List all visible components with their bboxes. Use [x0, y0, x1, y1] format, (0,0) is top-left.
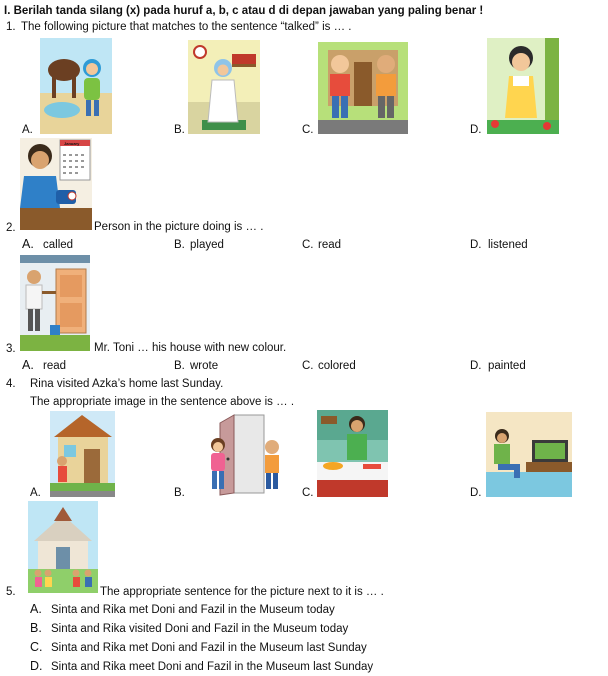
q3-option-c-text: colored: [318, 360, 356, 372]
q1-option-a[interactable]: A.: [22, 124, 33, 136]
q2-calendar-label: January: [64, 141, 80, 146]
q1-question: The following picture that matches to the sentence “talked” is … .: [21, 21, 352, 33]
q2-option-d-text: listened: [488, 239, 528, 251]
q5-option-b-text: Sinta and Rika visited Doni and Fazil in the Museum today: [51, 623, 349, 635]
q2-option-d-letter[interactable]: D.: [470, 239, 482, 251]
q4-option-c[interactable]: C.: [302, 487, 314, 499]
q3-option-d-letter[interactable]: D.: [470, 360, 482, 372]
q3-option-b-letter[interactable]: B.: [174, 360, 185, 372]
q5-option-a-letter[interactable]: A.: [30, 602, 42, 616]
q2-option-a-text: called: [43, 239, 74, 251]
q2-image: [20, 138, 92, 230]
q2-option-b-letter[interactable]: B.: [174, 239, 185, 251]
q3-number: 3.: [6, 343, 16, 355]
q2-number: 2.: [6, 222, 16, 234]
q5-option-d-text: Sinta and Rika meet Doni and Fazil in the Museum last Sunday: [51, 661, 374, 673]
q4-image-d: [486, 412, 572, 497]
q4-line-1: Rina visited Azka’s home last Sunday.: [30, 378, 224, 390]
q4-option-b[interactable]: B.: [174, 487, 185, 499]
q2-option-a-letter[interactable]: A.: [22, 237, 34, 251]
q1-image-d: [487, 38, 559, 134]
q4-option-a[interactable]: A.: [30, 487, 41, 499]
q1-option-b[interactable]: B.: [174, 124, 185, 136]
q4-image-c: [317, 410, 388, 497]
q1-image-c: [318, 42, 408, 134]
q3-image: [20, 255, 90, 351]
q5-image: [28, 501, 98, 593]
q3-option-d-text: painted: [488, 360, 526, 372]
q4-option-d[interactable]: D.: [470, 487, 482, 499]
q5-option-c-letter[interactable]: C.: [30, 640, 43, 654]
q3-option-b-text: wrote: [190, 360, 219, 372]
q3-option-a-letter[interactable]: A.: [22, 358, 34, 372]
q1-image-a: [40, 38, 112, 134]
q3-option-c-letter[interactable]: C.: [302, 360, 314, 372]
q4-line-2: The appropriate image in the sentence above is … .: [30, 396, 295, 408]
q4-image-a: [50, 411, 115, 497]
q5-option-d-letter[interactable]: D.: [30, 659, 43, 673]
q2-option-c-letter[interactable]: C.: [302, 239, 314, 251]
q1-option-c[interactable]: C.: [302, 124, 314, 136]
q5-number: 5.: [6, 586, 16, 598]
q4-number: 4.: [6, 378, 16, 390]
section-heading: I. Berilah tanda silang (x) pada huruf a, b, c atau d di depan jawaban yang paling benar !: [4, 5, 484, 17]
q1-number: 1.: [6, 21, 16, 33]
q1-option-d[interactable]: D.: [470, 124, 482, 136]
q5-option-c-text: Sinta and Rika met Doni and Fazil in the Museum last Sunday: [51, 642, 367, 654]
q5-option-b-letter[interactable]: B.: [30, 621, 42, 635]
q5-option-a-text: Sinta and Rika met Doni and Fazil in the Museum today: [51, 604, 335, 616]
q5-question: The appropriate sentence for the picture next to it is … .: [100, 586, 384, 598]
q4-image-b: [198, 411, 292, 497]
q2-question: Person in the picture doing is … .: [94, 221, 264, 233]
q1-image-b: [188, 40, 260, 134]
q3-question: Mr. Toni … his house with new colour.: [94, 342, 287, 354]
q2-option-b-text: played: [190, 239, 224, 251]
q3-option-a-text: read: [43, 360, 67, 372]
q2-option-c-text: read: [318, 239, 342, 251]
